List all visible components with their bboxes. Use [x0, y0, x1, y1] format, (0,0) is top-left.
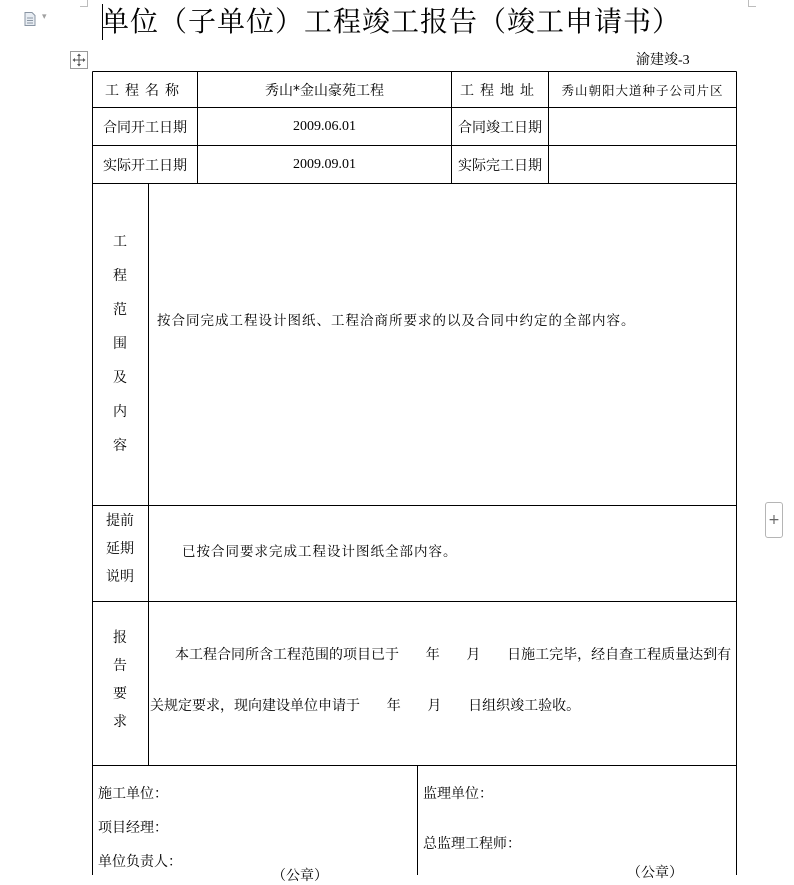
report-label — [92, 624, 148, 736]
scope-label-char: 程 — [113, 268, 127, 284]
report-label-char: 要 — [113, 686, 127, 702]
page-title[interactable]: 单位（子单位）工程竣工报告（竣工申请书） — [101, 5, 682, 38]
actual-completion-label: 实际完工日期 — [458, 157, 542, 174]
supervisor-seal: （公章） — [627, 865, 683, 881]
actual-start-value[interactable]: 2009.09.01 — [293, 156, 356, 172]
advance-label-line: 说明 — [106, 569, 134, 585]
scope-label-char: 范 — [113, 302, 127, 318]
actual-completion-value[interactable] — [549, 146, 736, 183]
plus-icon: + — [768, 512, 780, 528]
report-text-line1[interactable]: 本工程合同所含工程范围的项目已于 年 月 日施工完毕，经自查工程质量达到有 — [175, 647, 732, 663]
contract-start-label: 合同开工日期 — [103, 119, 187, 136]
scope-text[interactable]: 按合同完成工程设计图纸、工程洽商所要求的以及合同中约定的全部内容。 — [157, 313, 636, 329]
report-label-char: 报 — [113, 630, 127, 646]
contractor-label: 施工单位： — [98, 786, 168, 802]
contract-completion-label: 合同竣工日期 — [458, 119, 542, 136]
margin-guide-left-h — [80, 6, 88, 7]
unit-head-label: 单位负责人： — [98, 854, 182, 870]
report-label-char: 告 — [113, 658, 127, 674]
project-address-label: 工程地址 — [460, 82, 540, 99]
project-address-value[interactable]: 秀山朝阳大道种子公司片区 — [561, 82, 724, 98]
project-name-label: 工程名称 — [105, 82, 185, 99]
contractor-seal: （公章） — [272, 868, 328, 884]
margin-guide-right-h — [748, 6, 756, 7]
project-manager-label: 项目经理： — [98, 820, 168, 836]
scope-label-char: 容 — [113, 438, 127, 454]
scope-label-char: 工 — [113, 234, 127, 250]
contract-completion-value[interactable] — [549, 108, 736, 145]
add-row-button[interactable] — [765, 502, 783, 538]
scope-label-char: 围 — [113, 336, 127, 352]
report-label-char: 求 — [113, 714, 127, 730]
advance-label-line: 延期 — [106, 541, 134, 557]
chevron-down-icon[interactable]: ▾ — [42, 12, 47, 22]
actual-start-label: 实际开工日期 — [103, 157, 187, 174]
advance-delay-label — [92, 507, 148, 591]
document-icon[interactable] — [24, 12, 36, 26]
advance-delay-text[interactable]: 已按合同要求完成工程设计图纸全部内容。 — [182, 544, 458, 560]
table-move-handle[interactable] — [70, 51, 88, 69]
project-name-value[interactable]: 秀山*金山豪苑工程 — [265, 82, 384, 99]
scope-label — [92, 225, 148, 463]
scope-label-char: 及 — [113, 370, 127, 386]
chief-engineer-label: 总监理工程师： — [423, 836, 521, 852]
move-icon — [71, 52, 87, 68]
report-text-line2[interactable]: 关规定要求，现向建设单位申请于 年 月 日组织竣工验收。 — [150, 698, 581, 714]
supervisor-label: 监理单位： — [423, 786, 493, 802]
document-code: 渝建竣-3 — [636, 53, 690, 68]
scope-label-char: 内 — [113, 404, 127, 420]
contract-start-value[interactable]: 2009.06.01 — [293, 118, 356, 134]
advance-label-line: 提前 — [106, 513, 134, 529]
